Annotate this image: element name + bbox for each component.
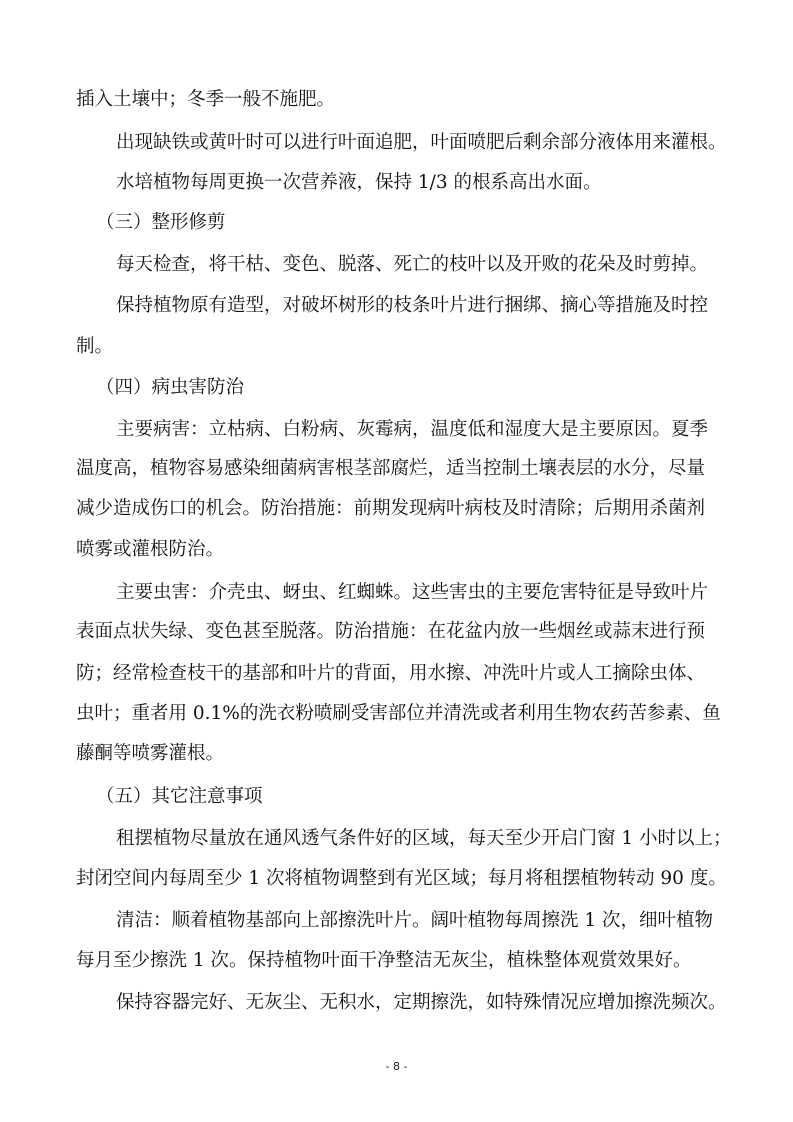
text-line-22: 每月至少擦洗 1 次。保持植物叶面干净整洁无灰尘，植株整体观赏效果好。	[76, 950, 692, 971]
text-line-16: 虫叶；重者用 0.1%的洗衣粉喷刷受害部位并清洗或者利用生物农药苦参素、鱼	[76, 703, 721, 724]
text-line-23: 保持容器完好、无灰尘、无积水，定期擦洗，如特殊情况应增加擦洗频次。	[116, 992, 727, 1013]
text-line-10: 温度高，植物容易感染细菌病害根茎部腐烂，适当控制土壤表层的水分，尽量	[76, 458, 706, 479]
section-heading-3: （三）整形修剪	[96, 212, 226, 233]
text-line-9: 主要病害：立枯病、白粉病、灰霉病，温度低和湿度大是主要原因。夏季	[116, 419, 709, 440]
page-number: - 8 -	[385, 1060, 408, 1073]
section-heading-5: （五）其它注意事项	[96, 786, 263, 807]
text-line-13: 主要虫害：介壳虫、蚜虫、红蜘蛛。这些害虫的主要危害特征是导致叶片	[116, 582, 709, 603]
text-line-21: 清洁：顺着植物基部向上部擦洗叶片。阔叶植物每周擦洗 1 次，细叶植物	[116, 910, 714, 931]
text-line-5: 每天检查，将干枯、变色、脱落、死亡的枝叶以及开败的花朵及时剪掉。	[116, 254, 709, 275]
text-line-1: 插入土壤中；冬季一般不施肥。	[76, 89, 336, 110]
text-line-3: 水培植物每周更换一次营养液，保持 1/3 的根系高出水面。	[116, 172, 602, 193]
text-line-6: 保持植物原有造型，对破坏树形的枝条叶片进行捆绑、摘心等措施及时控	[116, 295, 709, 316]
text-line-2: 出现缺铁或黄叶时可以进行叶面追肥，叶面喷肥后剩余部分液体用来灌根。	[116, 132, 727, 153]
section-heading-4: （四）病虫害防治	[96, 377, 245, 398]
text-line-14: 表面点状失绿、变色甚至脱落。防治措施：在花盆内放一些烟丝或蒜末进行预	[76, 621, 706, 642]
text-line-12: 喷雾或灌根防治。	[76, 539, 225, 560]
text-line-11: 减少造成伤口的机会。防治措施：前期发现病叶病枝及时清除；后期用杀菌剂	[76, 498, 706, 519]
text-line-15: 防；经常检查枝干的基部和叶片的背面，用水擦、冲洗叶片或人工摘除虫体、	[76, 663, 706, 684]
text-line-19: 租摆植物尽量放在通风透气条件好的区域，每天至少开启门窗 1 小时以上；	[116, 828, 732, 849]
text-line-20: 封闭空间内每周至少 1 次将植物调整到有光区域；每月将租摆植物转动 90 度。	[76, 868, 727, 889]
text-line-17: 藤酮等喷雾灌根。	[76, 743, 225, 764]
text-line-7: 制。	[76, 336, 114, 357]
